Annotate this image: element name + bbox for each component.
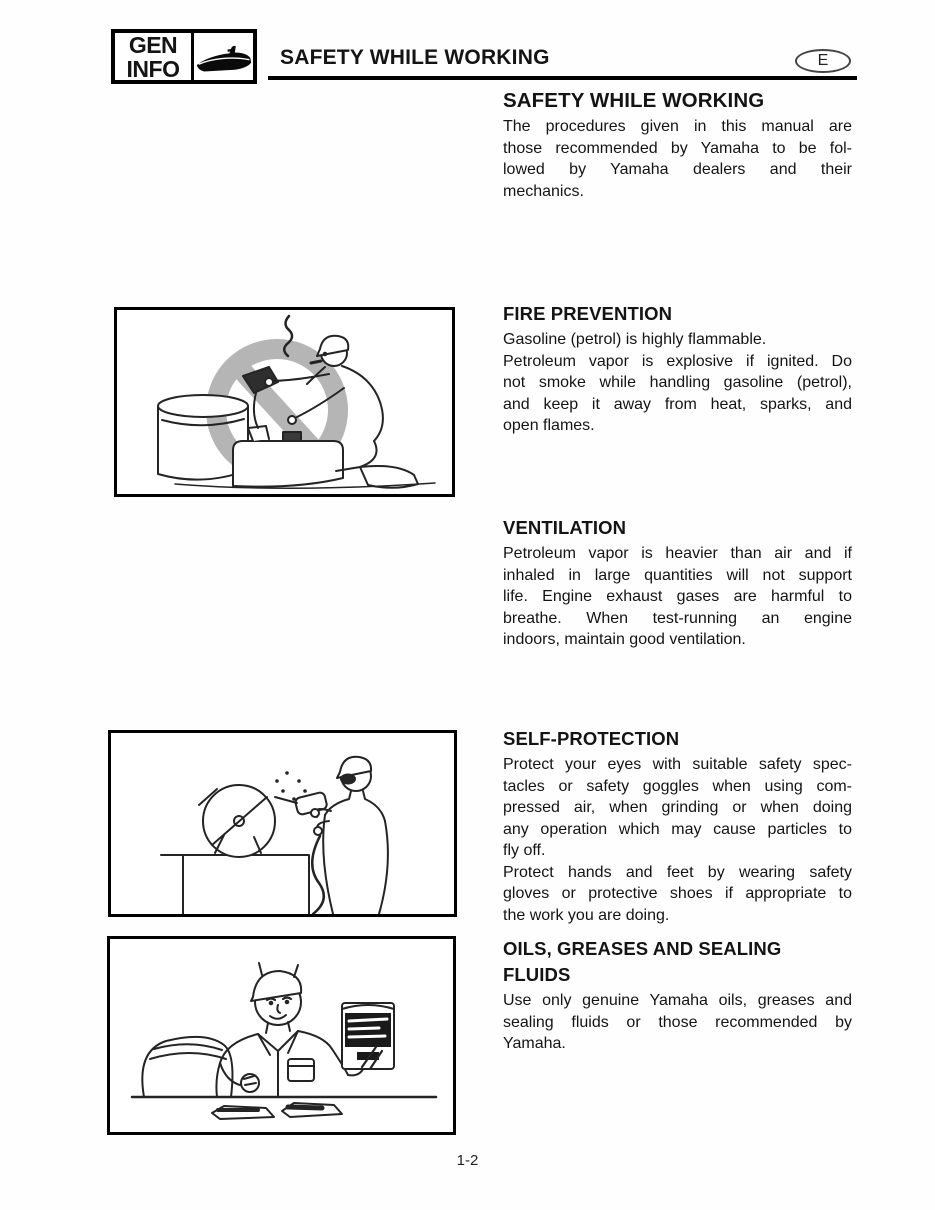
header-rule: [268, 76, 857, 80]
body-line: Use only genuine Yamaha oils, greases and: [503, 992, 852, 1009]
section-heading: FIRE PREVENTION: [503, 303, 673, 324]
body-line: tacles or safety goggles when using com-: [503, 777, 852, 795]
section-heading-line2: FLUIDS: [503, 964, 571, 985]
body-line: the work you are doing.: [503, 906, 670, 924]
page-number: 1-2: [456, 1152, 479, 1169]
section-self-protection: [503, 726, 852, 926]
body-line: Protect hands and feet by wearing safety: [503, 863, 852, 881]
chapter-tab-label: [115, 33, 191, 80]
section-heading: SELF-PROTECTION: [503, 728, 680, 749]
section-ventilation: [503, 515, 852, 651]
no-smoking-illustration: [117, 310, 452, 494]
yamaha-oil-can-illustration: [110, 939, 453, 1132]
chapter-tab-line2: INFO: [126, 55, 180, 82]
watercraft-icon: [195, 37, 253, 77]
body-line: life. Engine exhaust gases are harmful to: [503, 588, 852, 605]
body-line: any operation which may cause particles to: [503, 820, 852, 838]
section-heading: SAFETY WHILE WORKING: [503, 89, 765, 112]
body-line: fly off.: [503, 842, 546, 859]
section-oils-greases: [503, 936, 852, 1055]
body-line: not smoke while handling gasoline (petrol),: [503, 374, 852, 391]
body-line: Petroleum vapor is explosive if ignited. Do: [503, 352, 852, 370]
chapter-tab-icon-cell: [191, 33, 253, 80]
body-line: mechanics.: [503, 182, 584, 200]
section-heading: VENTILATION: [503, 517, 627, 538]
body-line: lowed by Yamaha dealers and their: [503, 161, 852, 178]
section-heading-line1: OILS, GREASES AND SEALING: [503, 938, 782, 959]
section-fire-prevention: [503, 301, 852, 437]
section-safety-while-working: [503, 88, 852, 202]
body-line: and keep it away from heat, sparks, and: [503, 395, 852, 413]
body-line: breathe. When test-running an engine: [503, 609, 852, 627]
body-line: The procedures given in this manual are: [503, 118, 852, 135]
self-protection-figure: [108, 730, 457, 917]
body-line: gloves or protective shoes if appropriate to: [503, 885, 852, 902]
grinding-illustration: [111, 733, 454, 914]
page-header-title: SAFETY WHILE WORKING: [280, 46, 550, 69]
chapter-tab-box: [111, 29, 257, 84]
body-line: Petroleum vapor is heavier than air and if: [503, 545, 852, 562]
fire-prevention-figure: [114, 307, 455, 497]
body-line: indoors, maintain good ventilation.: [503, 631, 746, 648]
body-line: inhaled in large quantities will not support: [503, 566, 852, 584]
body-line: those recommended by Yamaha to be fol-: [503, 139, 852, 157]
body-line: pressed air, when grinding or when doing: [503, 799, 852, 816]
body-line: sealing fluids or those recommended by: [503, 1013, 852, 1031]
body-line: Yamaha.: [503, 1035, 566, 1052]
body-line: Protect your eyes with suitable safety spec-: [503, 756, 852, 773]
body-line: open flames.: [503, 417, 595, 434]
language-code-badge: E: [795, 49, 851, 73]
body-line: Gasoline (petrol) is highly flammable.: [503, 331, 767, 348]
oils-greases-figure: [107, 936, 456, 1135]
chapter-tab-line1: GEN: [128, 31, 178, 58]
